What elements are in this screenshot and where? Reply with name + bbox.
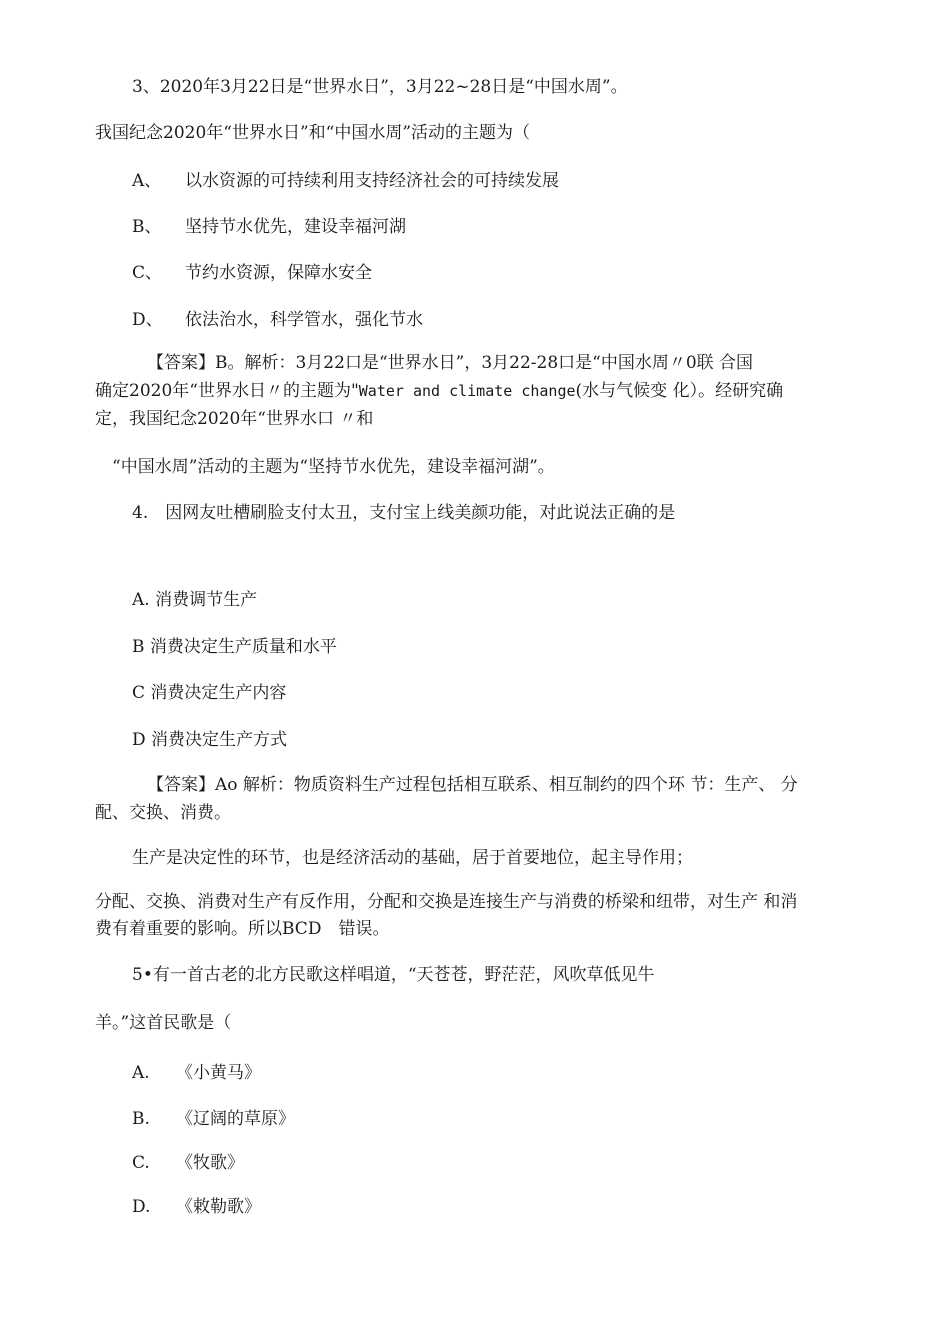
- q3-answer-line-2-en: Water and climate change: [358, 382, 576, 400]
- q4-option-b-letter: B: [132, 637, 145, 657]
- q5-option-b-text: 《辽阔的草原》: [176, 1109, 295, 1129]
- q3-option-b-letter: B、: [132, 217, 162, 237]
- q4-option-a-letter: A.: [132, 590, 150, 610]
- q4-answer-line-4: 分配、交换、消费对生产有反作用，分配和交换是连接生产与消费的桥梁和纽带，对生产 和消: [95, 892, 798, 912]
- q4-option-a-text: 消费调节生产: [155, 590, 258, 610]
- q3-option-b-text: 坚持节水优先，建设幸福河湖: [185, 217, 406, 237]
- q4-option-b-text: 消费决定生产质量和水平: [149, 637, 337, 657]
- q5-option-c-letter: C.: [132, 1153, 150, 1173]
- q3-answer-line-4: “中国水周”活动的主题为“坚持节水优先，建设幸福河湖”。: [112, 457, 555, 477]
- q4-option-d-text: 消费决定生产方式: [151, 730, 288, 750]
- q5-option-a-letter: A.: [132, 1063, 150, 1083]
- q3-answer-line-3: 定，我国纪念2020年“世界水口 〃和: [95, 409, 374, 429]
- q3-answer-line-2: [95, 380, 783, 402]
- q4-option-c-text: 消费决定生产内容: [150, 683, 287, 703]
- q5-stem-line-2: 羊。”这首民歌是（: [95, 1013, 232, 1033]
- q4-option-d-letter: D: [132, 730, 146, 750]
- q5-option-c-text: 《牧歌》: [176, 1153, 244, 1173]
- q3-stem-line-2: 我国纪念2020年“世界水日”和“中国水周”活动的主题为（: [95, 123, 531, 143]
- q5-option-b-letter: B.: [132, 1109, 150, 1129]
- q5-option-a-text: 《小黄马》: [176, 1063, 261, 1083]
- q4-option-a: [132, 589, 257, 611]
- q4-answer-line-2: 配、交换、消费。: [95, 803, 231, 823]
- q4-option-c-letter: C: [132, 683, 146, 703]
- q3-option-d-letter: D、: [132, 310, 163, 330]
- q3-stem-line-1: 3、2020年3月22日是“世界水日”，3月22~28日是“中国水周”。: [132, 77, 628, 97]
- q5-stem-line-1: 5•有一首古老的北方民歌这样唱道，“天苍苍，野茫茫，风吹草低见牛: [132, 965, 655, 985]
- q4-answer-line-1: 【答案】Ao 解析：物质资料生产过程包括相互联系、相互制约的四个环 节：生产、 分: [147, 775, 798, 795]
- q4-answer-line-3: 生产是决定性的环节，也是经济活动的基础，居于首要地位，起主导作用；: [132, 848, 693, 868]
- q3-answer-line-2-c: (水与气候变 化）。经研究确: [575, 381, 784, 401]
- q4-option-c: [132, 682, 286, 704]
- q3-option-a-text: 以水资源的可持续利用支持经济社会的可持续发展: [185, 171, 559, 191]
- q4-stem: 4. 因网友吐槽刷脸支付太丑，支付宝上线美颜功能，对此说法正确的是: [132, 503, 676, 523]
- q4-answer-line-5: 费有着重要的影响。所以BCD 错误。: [95, 919, 390, 939]
- q4-option-b: [132, 636, 337, 658]
- q5-option-d-letter: D.: [132, 1197, 151, 1217]
- q4-option-d: [132, 729, 287, 751]
- q3-option-c-text: 节约水资源，保障水安全: [185, 263, 372, 283]
- q5-option-d-text: 《敕勒歌》: [176, 1197, 261, 1217]
- q3-answer-line-1: 【答案】B。解析：3月22口是“世界水日”，3月22-28口是“中国水周〃0联 合国: [147, 353, 754, 373]
- q3-option-d-text: 依法治水，科学管水，强化节水: [185, 310, 423, 330]
- q3-answer-line-2-a: 确定2020年“世界水日〃的主题为": [95, 381, 359, 401]
- q3-option-c-letter: C、: [132, 263, 163, 283]
- q3-option-a-letter: A、: [132, 171, 162, 191]
